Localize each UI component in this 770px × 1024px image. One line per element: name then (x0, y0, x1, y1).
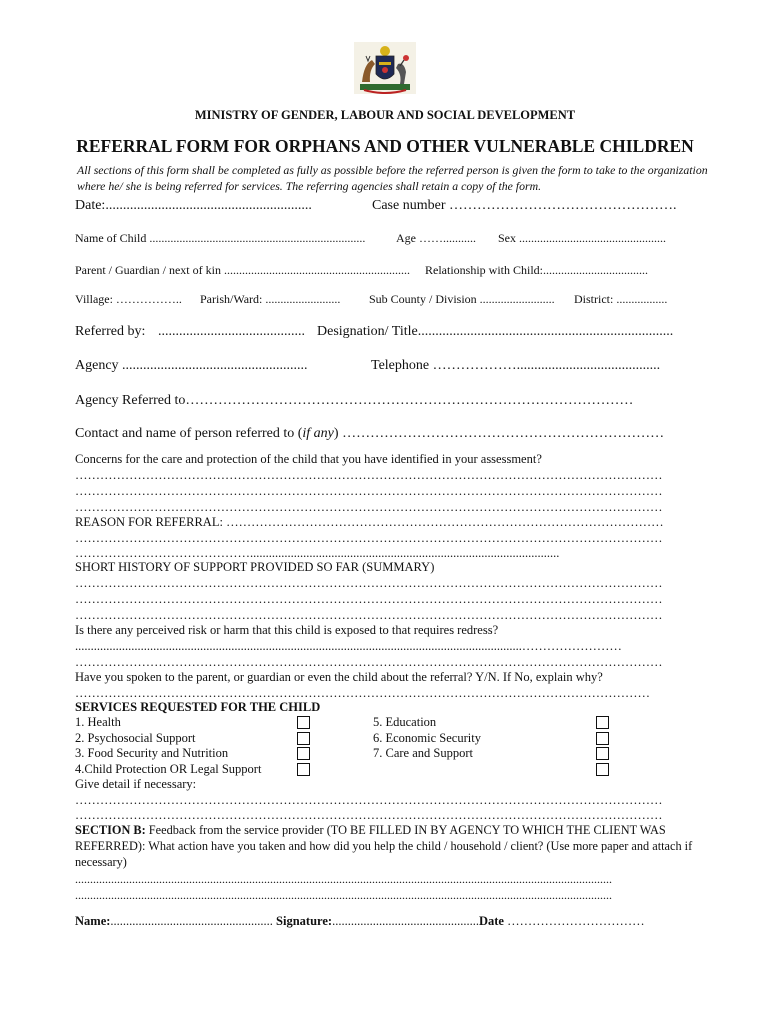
concerns-line[interactable]: …………………………………………………………………………………………………………………………… (75, 484, 663, 498)
detail-line[interactable]: …………………………………………………………………………………………………………………………… (75, 793, 663, 807)
service-option-label: 5. Education (373, 715, 437, 729)
psychosocial-support-checkbox[interactable] (297, 732, 310, 745)
form-instructions: All sections of this form shall be completed as fully as possible before the referred person is given the form to take to the organization where he/ she is being referred for services. The referring agencies shall retain a copy of the form. (77, 163, 708, 193)
footer-date-label: Date (478, 914, 504, 928)
education-checkbox[interactable] (596, 716, 609, 729)
name-label: Name: (75, 914, 111, 928)
care-and-support-checkbox[interactable] (596, 747, 609, 760)
age-field[interactable]: Age ……........... (396, 231, 476, 245)
history-line[interactable]: …………………………………………………………………………………………………………………………… (75, 576, 663, 590)
reason-line[interactable]: ……………………………………................................................................................................... (75, 546, 560, 560)
telephone-field[interactable]: Telephone ………………......................................... (371, 358, 661, 373)
footer-date-field[interactable]: …………………………… (503, 914, 645, 928)
village-field[interactable]: Village: …………….. (75, 292, 182, 306)
reason-line[interactable]: …………………………………………………………………………………………………………………………… (75, 531, 663, 545)
concerns-label: Concerns for the care and protection of the child that you have identified in your assessment? (75, 452, 542, 466)
case-number-field[interactable]: Case number …………………………………………. (372, 198, 677, 213)
parish-ward-field[interactable]: Parish/Ward: ......................... (200, 292, 341, 306)
ministry-heading: MINISTRY OF GENDER, LABOUR AND SOCIAL DEVELOPMENT (194, 108, 576, 122)
section-b-instructions (75, 822, 700, 870)
name-of-child-field[interactable]: Name of Child ........................................................................ (75, 231, 366, 245)
agency-referred-to-field[interactable]: Agency Referred to…………………………………………………………………………………… (75, 393, 634, 408)
referred-by-label: Referred by: (75, 324, 146, 339)
child-protection-checkbox[interactable] (297, 763, 310, 776)
extra-service-checkbox[interactable] (596, 763, 609, 776)
district-field[interactable]: District: ................. (574, 292, 668, 306)
contact-person-field[interactable] (75, 426, 664, 442)
service-option-label: 3. Food Security and Nutrition (75, 746, 229, 760)
agency-field[interactable]: Agency ..................................................... (75, 358, 308, 373)
coat-of-arms-emblem (354, 42, 416, 94)
food-security-checkbox[interactable] (297, 747, 310, 760)
support-history-label: SHORT HISTORY OF SUPPORT PROVIDED SO FAR (SUMMARY) (75, 560, 435, 574)
history-line[interactable]: …………………………………………………………………………………………………………………………… (75, 592, 663, 606)
section-b-line[interactable]: ................................................................................................................................................................................... (75, 872, 612, 886)
signature-row (75, 914, 645, 929)
designation-field[interactable]: Designation/ Title......................................................................... (317, 324, 674, 339)
risk-line[interactable]: …………………………………………………………………………………………………………………………… (75, 655, 663, 669)
service-option-label: 1. Health (75, 715, 121, 729)
sex-field[interactable]: Sex ................................................. (498, 231, 666, 245)
signature-label: Signature: (276, 914, 333, 928)
economic-security-checkbox[interactable] (596, 732, 609, 745)
section-b-text: Feedback from the service provider (TO BE FILLED IN BY AGENCY TO WHICH THE CLIENT WAS REFERRED): What action have you taken and how did you help the child / household / client? (Use more paper and attach if necessary) (75, 823, 693, 869)
service-option-label: 6. Economic Security (373, 731, 481, 745)
name-field[interactable]: .................................................... (110, 914, 277, 928)
service-option-label: 4.Child Protection OR Legal Support (75, 762, 262, 776)
spoken-to-parent-label: Have you spoken to the parent, or guardian or even the child about the referral? Y/N. If No, explain why? (75, 670, 603, 684)
concerns-line[interactable]: …………………………………………………………………………………………………………………………… (75, 468, 663, 482)
risk-label: Is there any perceived risk or harm that this child is exposed to that requires redress? (75, 623, 499, 637)
form-title: REFERRAL FORM FOR ORPHANS AND OTHER VULNERABLE CHILDREN (76, 136, 694, 156)
history-line[interactable]: …………………………………………………………………………………………………………………………… (75, 608, 663, 622)
sub-county-field[interactable]: Sub County / Division ......................... (369, 292, 555, 306)
relationship-field[interactable]: Relationship with Child:................................... (425, 263, 649, 277)
detail-label: Give detail if necessary: (75, 777, 197, 791)
spoken-line[interactable]: ………………………………………………………………………………………………………………………… (75, 686, 650, 700)
service-option-label: 2. Psychosocial Support (75, 731, 196, 745)
contact-optional: if any (302, 426, 334, 441)
contact-prefix: Contact and name of person referred to ( (75, 426, 303, 441)
parent-guardian-field[interactable]: Parent / Guardian / next of kin .............................................................. (75, 263, 410, 277)
detail-line[interactable]: …………………………………………………………………………………………………………………………… (75, 808, 663, 822)
health-checkbox[interactable] (297, 716, 310, 729)
services-heading: SERVICES REQUESTED FOR THE CHILD (75, 700, 321, 714)
service-option-label: 7. Care and Support (373, 746, 473, 760)
reason-for-referral-field[interactable]: REASON FOR REFERRAL: …………………………………………………………………………………………… (75, 515, 664, 529)
concerns-line[interactable]: …………………………………………………………………………………………………………………………… (75, 500, 663, 514)
contact-suffix: ) …………………………………………………………… (333, 426, 665, 441)
referred-by-field[interactable]: .......................................... (158, 324, 305, 339)
risk-line[interactable]: ...............................................................................................................................................…………………… (75, 639, 622, 653)
section-b-label: SECTION B: (75, 823, 146, 837)
signature-field[interactable]: ............................................... (332, 914, 479, 928)
date-field[interactable]: Date:........................................................... (75, 198, 312, 213)
section-b-line[interactable]: ................................................................................................................................................................................... (75, 888, 612, 902)
